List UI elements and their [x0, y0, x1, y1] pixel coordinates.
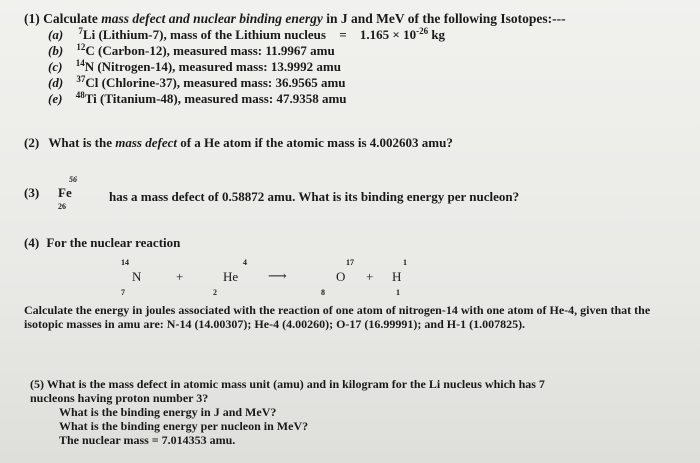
isotope-mass-number: 14 — [75, 58, 85, 68]
q1-item-d — [48, 76, 346, 91]
mass-value: 1.165 × 10 — [359, 27, 417, 42]
mass-unit: kg — [431, 27, 446, 42]
h-symbol: H — [392, 269, 402, 284]
q1-item-c — [48, 60, 341, 75]
equals-sign: = — [339, 27, 347, 42]
q1-item-label: (c) — [48, 59, 63, 74]
q4-number: (4) — [24, 235, 40, 250]
q1-item-label: (d) — [48, 75, 64, 90]
plus-sign-2: + — [366, 269, 374, 284]
h-atomic-number: 1 — [396, 288, 400, 297]
q4-heading — [24, 236, 180, 250]
q1-intro-b: in J and MeV of the following Isotopes:--- — [326, 11, 566, 26]
q5-line-4: What is the binding energy per nucleon in MeV? — [59, 419, 309, 433]
isotope-mass-number: 7 — [78, 26, 83, 36]
fe-symbol: Fe — [58, 185, 72, 200]
q5-line-5: The nuclear mass = 7.014353 amu. — [59, 433, 236, 447]
q1-item-text: Ti (Titanium-48), measured mass: 47.9358 amu — [84, 91, 347, 106]
o-mass-number: 17 — [346, 258, 354, 267]
q1-item-text: N (Nitrogen-14), measured mass: 13.9992 amu — [84, 59, 341, 74]
mass-exponent: -26 — [416, 26, 429, 36]
q5-line-1: (5) What is the mass defect in atomic mass unit (amu) and in kilogram for the Li nucleus which has 7 — [30, 377, 545, 391]
q2-text-a: What is the — [48, 135, 112, 150]
isotope-mass-number: 37 — [76, 74, 86, 84]
o-symbol: O — [336, 269, 346, 284]
reaction-arrow: ⟶ — [268, 268, 287, 283]
q1-heading — [24, 12, 566, 26]
q1-item-text: C (Carbon-12), measured mass: 11.9967 amu — [85, 43, 335, 58]
q4-body: Calculate the energy in joules associated with the reaction of one atom of nitrogen-14 with one atom of He-4, given that the isotopic masses in amu are: N-14 (14.00307); He-4 (4.00260); O-17 (16.99991); and H-1 (1.007825). — [24, 303, 651, 331]
fe-mass-number: 56 — [69, 175, 77, 184]
q1-item-a — [48, 28, 445, 43]
q5-line-3: What is the binding energy in J and MeV? — [59, 405, 277, 419]
he-symbol: He — [223, 269, 239, 284]
q1-item-e — [48, 92, 347, 107]
o-atomic-number: 8 — [321, 288, 325, 297]
q1-number: (1) — [24, 11, 40, 26]
q1-item-label: (a) — [48, 27, 64, 42]
q2-text — [24, 136, 453, 150]
q1-intro-italic: mass defect and nuclear binding energy — [101, 11, 323, 26]
h-mass-number: 1 — [403, 258, 407, 267]
q1-item-label: (e) — [48, 91, 63, 106]
isotope-mass-number: 48 — [75, 90, 85, 100]
he-atomic-number: 2 — [213, 288, 217, 297]
q1-item-text: Cl (Chlorine-37), measured mass: 36.9565 amu — [85, 75, 346, 90]
n-atomic-number: 7 — [121, 288, 125, 297]
q3-text: has a mass defect of 0.58872 amu. What is its binding energy per nucleon? — [109, 189, 520, 204]
q5-line-2: nucleons having proton number 3? — [30, 391, 209, 405]
q1-intro-a: Calculate — [43, 11, 98, 26]
q4-intro: For the nuclear reaction — [46, 235, 181, 250]
plus-sign-1: + — [176, 269, 184, 284]
q2-text-b: of a He atom if the atomic mass is 4.002603 amu? — [180, 135, 453, 150]
fe-atomic-number: 26 — [58, 202, 66, 211]
q2-number: (2) — [24, 135, 40, 150]
q1-item-b — [48, 44, 335, 59]
he-mass-number: 4 — [243, 258, 247, 267]
q3-number: (3) — [24, 185, 40, 200]
q1-item-label: (b) — [48, 43, 64, 58]
q2-text-italic: mass defect — [115, 135, 177, 150]
n-mass-number: 14 — [121, 258, 129, 267]
q1-item-text: Li (Lithium-7), mass of the Lithium nucleus — [82, 27, 326, 42]
isotope-mass-number: 12 — [76, 42, 86, 52]
n-symbol: N — [132, 269, 142, 284]
